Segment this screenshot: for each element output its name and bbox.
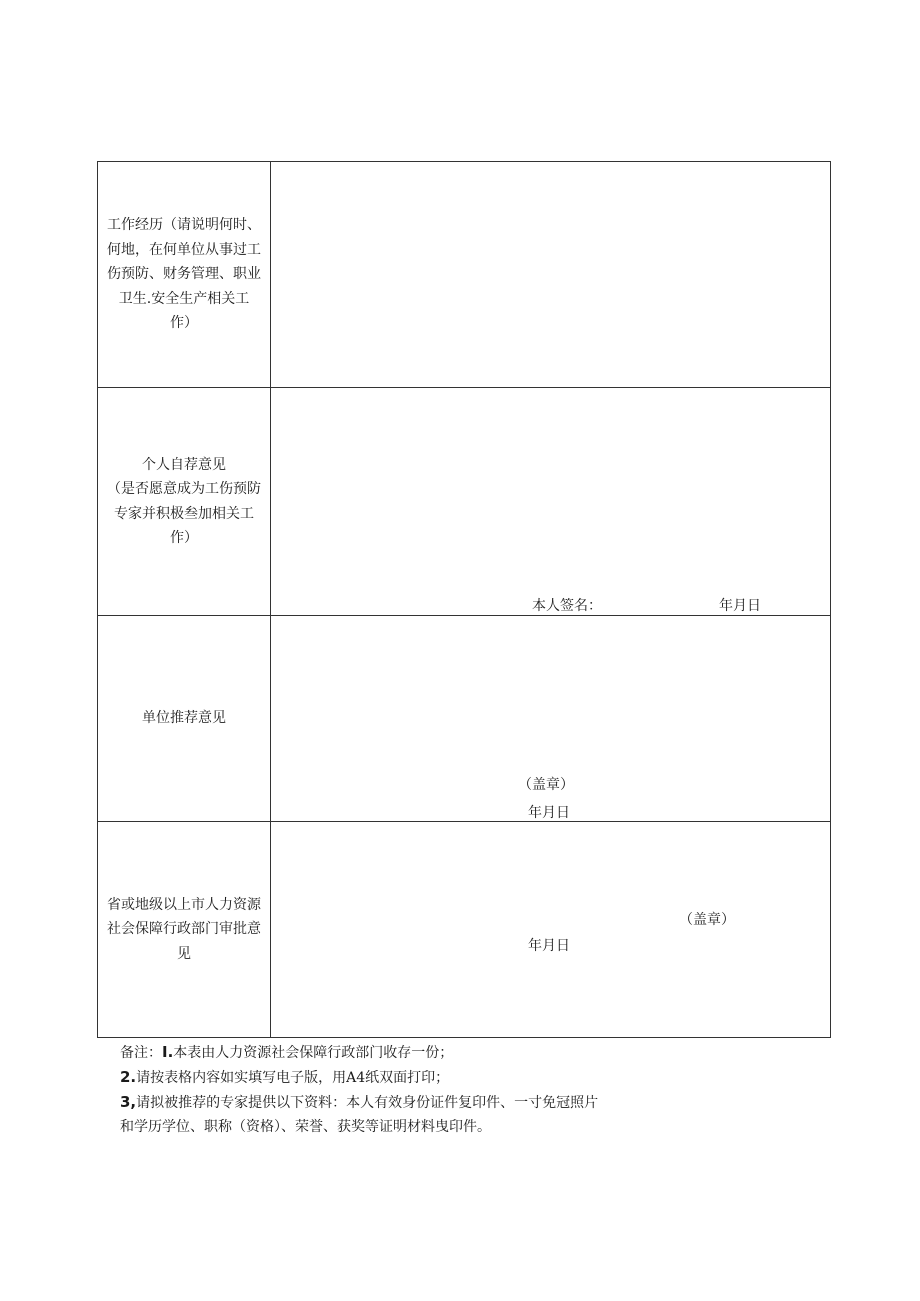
label-work-experience bbox=[98, 213, 270, 336]
row-self-recommendation bbox=[98, 388, 830, 616]
date-label: 年月日 bbox=[528, 938, 570, 954]
notes-section bbox=[120, 1040, 598, 1139]
label-line: 专家并积极叁加相关工 bbox=[114, 505, 254, 522]
label-line: 社会保障行政部门审批意 bbox=[107, 921, 261, 938]
row-government-approval bbox=[98, 822, 830, 1037]
label-government-approval bbox=[98, 893, 270, 967]
note-text: 本表由人力资源社会保障行政部门收存一份； bbox=[173, 1045, 454, 1061]
label-line: （是否愿意成为工伤预防 bbox=[107, 481, 261, 497]
note-line-2 bbox=[120, 1065, 598, 1090]
label-line: 作） bbox=[170, 315, 198, 332]
label-cell-work-experience bbox=[98, 162, 271, 387]
note-line-1 bbox=[120, 1040, 598, 1065]
stamp-label: （盖章） bbox=[518, 777, 574, 793]
label-self-recommendation bbox=[98, 453, 270, 551]
self-recommendation-input-area[interactable] bbox=[271, 388, 830, 615]
date-label: 年月日 bbox=[719, 598, 761, 614]
note-line-3 bbox=[120, 1090, 598, 1115]
government-approval-input-area[interactable] bbox=[271, 822, 830, 1037]
notes-prefix: 备注： bbox=[120, 1045, 162, 1061]
note-text: 请按表格内容如实填写电子版，用A4纸双面打印； bbox=[136, 1070, 450, 1086]
label-unit-recommendation bbox=[98, 706, 270, 731]
label-line: 单位推荐意见 bbox=[142, 710, 226, 727]
label-line: 伤预防、财务管理、职业 bbox=[107, 266, 261, 283]
note-number: 3, bbox=[120, 1093, 137, 1111]
label-cell-government-approval bbox=[98, 822, 271, 1037]
note-text: 请拟被推荐的专家提供以下资料：本人有效身份证件复印件、一寸免冠照片 bbox=[136, 1095, 599, 1111]
work-experience-input-area[interactable] bbox=[271, 162, 830, 387]
label-line: 工作经历（请说明何时、 bbox=[107, 217, 261, 234]
note-line-4 bbox=[120, 1115, 598, 1139]
note-number: 2. bbox=[120, 1068, 137, 1086]
label-line: 个人自荐意见 bbox=[142, 456, 226, 473]
label-line: 何地，在何单位从事过工 bbox=[107, 241, 261, 258]
stamp-label: （盖章） bbox=[679, 912, 735, 928]
label-cell-unit-recommendation bbox=[98, 616, 271, 821]
label-line: 作） bbox=[170, 530, 198, 546]
label-line: 见 bbox=[177, 945, 191, 962]
date-label: 年月日 bbox=[528, 805, 570, 821]
note-continuation: 和学历学位、职称（资格）、荣誉、获奖等证明材料曳印件。 bbox=[120, 1119, 491, 1135]
application-form-table bbox=[97, 161, 831, 1038]
label-line: 省或地级以上市人力资源 bbox=[107, 896, 261, 913]
label-line: 卫生.安全生产相关工 bbox=[118, 290, 250, 307]
unit-recommendation-input-area[interactable] bbox=[271, 616, 830, 821]
row-work-experience bbox=[98, 162, 830, 388]
label-cell-self-recommendation bbox=[98, 388, 271, 615]
note-number: I. bbox=[162, 1043, 174, 1061]
signature-label: 本人签名： bbox=[532, 598, 602, 614]
row-unit-recommendation bbox=[98, 616, 830, 822]
